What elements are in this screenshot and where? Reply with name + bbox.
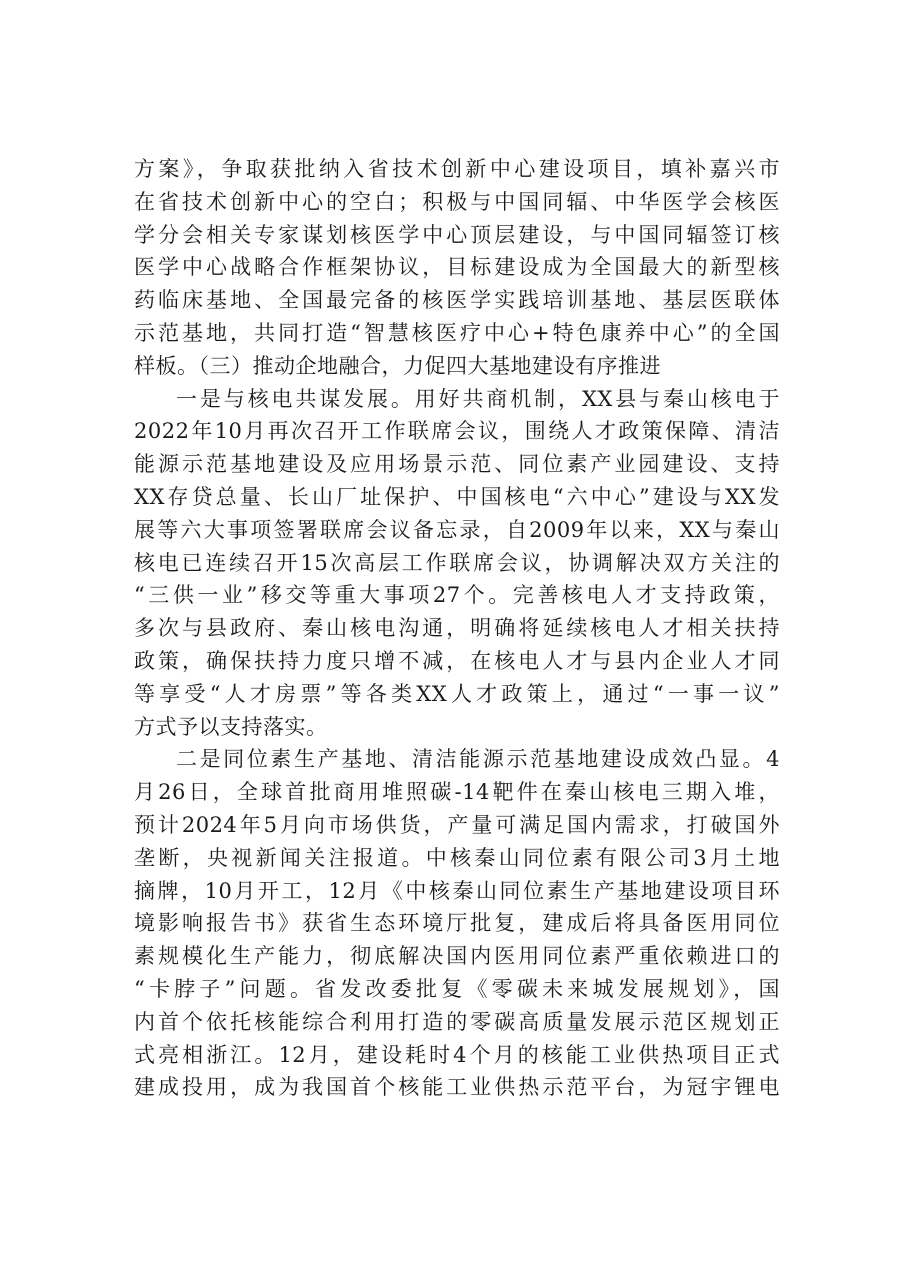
paragraph-first-line: 一是与核电共谋发展。用好共商机制，XX县与秦山核电于 bbox=[176, 386, 780, 411]
text-line: 核电已连续召开15次高层工作联席会议，协调解决双方关注的 bbox=[134, 550, 780, 575]
text-line: 垄断，央视新闻关注报道。中核秦山同位素有限公司3月土地 bbox=[134, 845, 780, 870]
paragraph-last-line: 方式予以支持落实。 bbox=[134, 714, 328, 739]
text-line: 医学中心战略合作框架协议，目标建设成为全国最大的新型核 bbox=[134, 255, 780, 280]
text-line: 示范基地，共同打造“智慧核医疗中心+特色康养中心”的全国 bbox=[134, 320, 780, 345]
text-line: 境影响报告书》获省生态环境厅批复，建成后将具备医用同位 bbox=[134, 911, 780, 936]
text-line: XX存贷总量、长山厂址保护、中国核电“六中心”建设与XX发 bbox=[134, 484, 780, 509]
text-line: 等享受“人才房票”等各类XX人才政策上，通过“一事一议” bbox=[134, 681, 780, 706]
text-line: 方案》，争取获批纳入省技术创新中心建设项目，填补嘉兴市 bbox=[134, 157, 780, 181]
text-line: 政策，确保扶持力度只增不减，在核电人才与县内企业人才同 bbox=[134, 648, 780, 673]
paragraph-first-line: 二是同位素生产基地、清洁能源示范基地建设成效凸显。4 bbox=[176, 747, 780, 772]
text-line: 内首个依托核能综合利用打造的零碳高质量发展示范区规划正 bbox=[134, 1009, 780, 1034]
text-line: 预计2024年5月向市场供货，产量可满足国内需求，打破国外 bbox=[134, 812, 780, 837]
text-line: 能源示范基地建设及应用场景示范、同位素产业园建设、支持 bbox=[134, 452, 780, 477]
text-line: 式亮相浙江。12月，建设耗时4个月的核能工业供热项目正式 bbox=[134, 1042, 780, 1067]
text-line: 摘牌，10月开工，12月《中核秦山同位素生产基地建设项目环 bbox=[134, 878, 780, 903]
text-line: 素规模化生产能力，彻底解决国内医用同位素严重依赖进口的 bbox=[134, 944, 780, 969]
text-line: “卡脖子”问题。省发改委批复《零碳未来城发展规划》，国 bbox=[134, 976, 780, 1001]
text-line: 建成投用，成为我国首个核能工业供热示范平台，为冠宇锂电 bbox=[134, 1075, 780, 1100]
text-line: 月26日，全球首批商用堆照碳-14靶件在秦山核电三期入堆， bbox=[134, 780, 780, 805]
text-line: 药临床基地、全国最完备的核医学实践培训基地、基层医联体 bbox=[134, 288, 780, 313]
text-line: 2022年10月再次召开工作联席会议，围绕人才政策保障、清洁 bbox=[134, 419, 780, 444]
text-line: 学分会相关专家谋划核医学中心顶层建设，与中国同辐签订核 bbox=[134, 222, 780, 247]
text-line: “三供一业”移交等重大事项27个。完善核电人才支持政策， bbox=[134, 583, 780, 608]
text-line: 在省技术创新中心的空白；积极与中国同辐、中华医学会核医 bbox=[134, 189, 780, 214]
text-line: 展等六大事项签署联席会议备忘录，自2009年以来，XX与秦山 bbox=[134, 517, 780, 542]
text-line: 多次与县政府、秦山核电沟通，明确将延续核电人才相关扶持 bbox=[134, 616, 780, 641]
section-heading-line: 样板。（三）推动企地融合，力促四大基地建设有序推进 bbox=[134, 353, 661, 378]
body-text bbox=[134, 153, 780, 1104]
